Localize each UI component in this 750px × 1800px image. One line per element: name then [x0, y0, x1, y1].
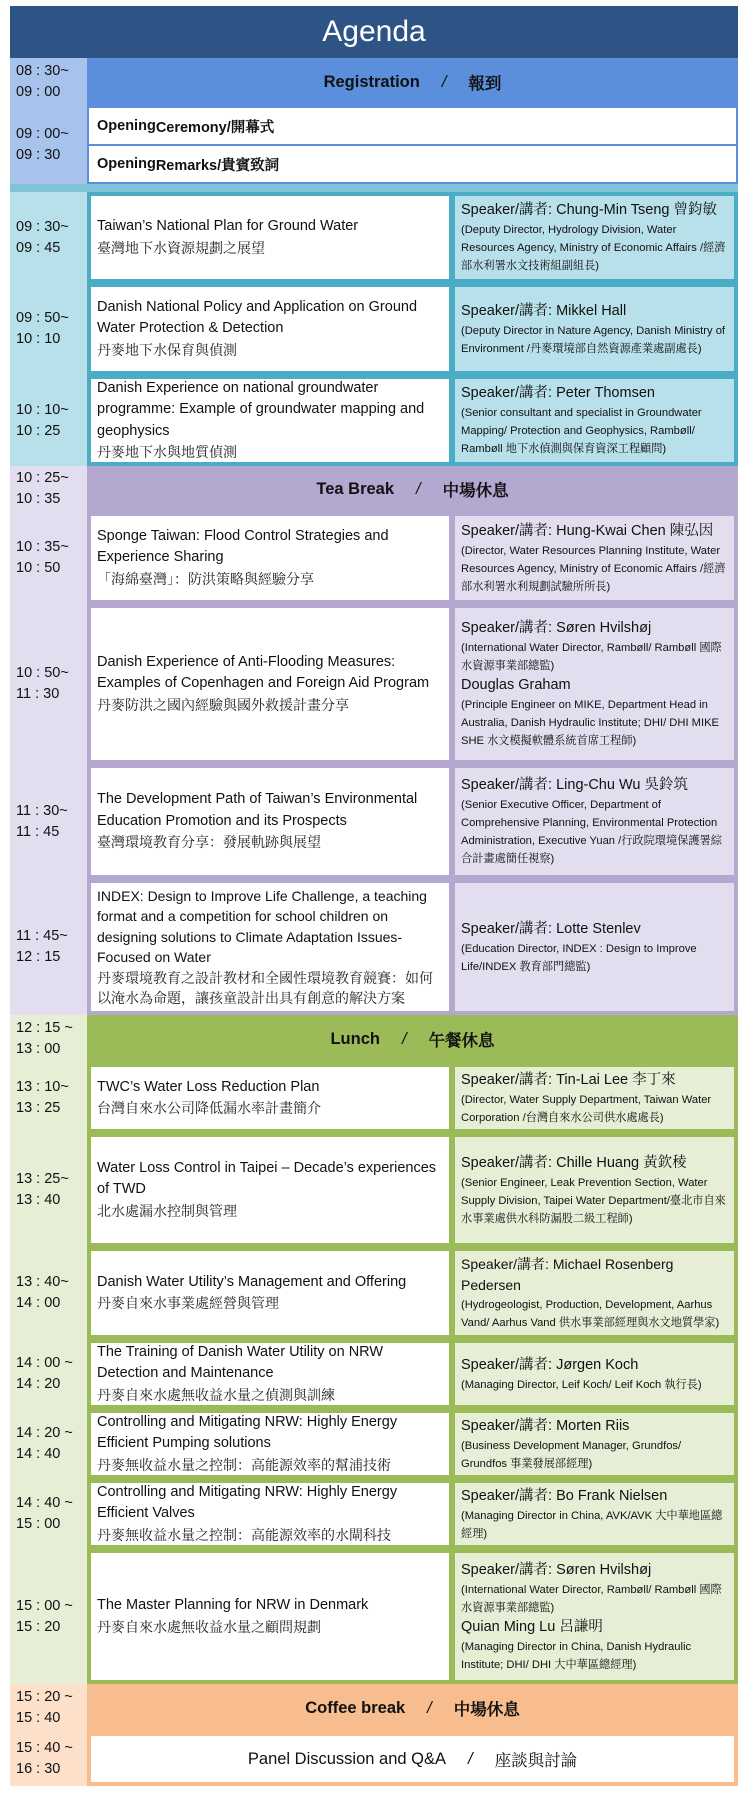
speaker-affiliation: (Director, Water Resources Planning Institute, Water Resources Agency, Ministry of Economic Affairs /經濟部水利署水利規劃試驗所所長)	[461, 544, 726, 593]
topic-title: The Master Planning for NRW in Denmark	[97, 1597, 369, 1613]
topic-title: Controlling and Mitigating NRW: Highly Energy Efficient Valves	[97, 1483, 398, 1522]
speaker-affiliation: (Senior Engineer, Leak Prevention Section, Water Supply Division, Taipei Water Department/臺北市自來水事業處供水科防漏股二級工程師)	[461, 1176, 726, 1225]
tea-break-row	[10, 466, 738, 512]
session-row	[10, 764, 738, 879]
topic-title: Sponge Taiwan: Flood Control Strategies and Experience Sharing	[97, 527, 389, 566]
tea-break-label	[87, 466, 738, 512]
speaker-affiliation: (International Water Director, Rambøll/ Rambøll 國際水資源事業部總監)	[461, 1583, 722, 1614]
end-time: 11 : 30	[16, 686, 60, 702]
topic-title-zh: 丹麥自來水處無收益水量之顧問規劃	[97, 1618, 321, 1635]
coffee-break-row	[10, 1684, 738, 1732]
speaker-affiliation: (Managing Director in China, AVK/AVK 大中華地區總經理)	[461, 1509, 723, 1540]
topic-title: The Development Path of Taiwan’s Environmental Education Promotion and its Prospects	[97, 791, 418, 829]
end-time: 14 : 20	[16, 1376, 61, 1392]
start-time: 08 : 30~	[16, 63, 69, 79]
opening-remarks-text: Remarks/貴賓致詞	[155, 157, 280, 174]
speaker-affiliation: (Managing Director, Leif Koch/ Leif Koch 執行長)	[461, 1378, 702, 1391]
start-time: 15 : 40 ~	[16, 1740, 73, 1756]
banner-separator: /	[416, 479, 421, 498]
topic-cell	[89, 1065, 451, 1131]
banner-label-zh: 午餐休息	[428, 1032, 495, 1050]
session-row	[10, 1339, 738, 1409]
start-time: 13 : 10~	[16, 1079, 69, 1095]
session-row	[10, 1409, 738, 1479]
topic-title: Danish National Policy and Application on Ground Water Protection & Detection	[97, 298, 418, 337]
session-row	[10, 512, 738, 604]
end-time: 10 : 50	[16, 560, 61, 576]
time-cell	[10, 512, 87, 604]
speaker-name: Speaker/講者: Søren Hvilshøj	[461, 620, 652, 636]
speaker-cell	[453, 1065, 736, 1131]
speaker-name: Speaker/講者: Lotte Stenlev	[461, 920, 641, 937]
topic-cell	[89, 1551, 451, 1682]
topic-title-zh: 北水處漏水控制與管理	[97, 1202, 237, 1219]
time-cell	[10, 466, 87, 512]
speaker-affiliation: (Business Development Manager, Grundfos/ Grundfos 事業發展部經理)	[461, 1439, 682, 1470]
session-row	[10, 1549, 738, 1684]
start-time: 13 : 25~	[16, 1171, 69, 1187]
speaker-affiliation: (Senior Executive Officer, Department of Comprehensive Planning, Environmental Protection Administration, Executive Yuan /行政院環境保護署綜合計畫處簡任視察)	[461, 799, 722, 865]
banner-label-zh: 中場休息	[453, 1701, 520, 1719]
speaker-affiliation: (Director, Water Supply Department, Taiwan Water Corporation /台灣自來水公司供水處處長)	[461, 1093, 712, 1124]
topic-title-zh: 「海綿臺灣」：防洪策略與經驗分享	[97, 570, 314, 587]
time-cell	[10, 375, 87, 466]
banner-separator: /	[441, 72, 447, 91]
speaker-name: Speaker/講者: Michael Rosenberg Pedersen	[461, 1256, 674, 1293]
time-cell	[10, 764, 87, 879]
start-time: 15 : 20 ~	[16, 1689, 73, 1705]
start-time: 09 : 30~	[16, 218, 69, 235]
opening-remarks	[89, 146, 736, 182]
panel-separator: /	[468, 1749, 473, 1768]
speaker-cell	[453, 285, 736, 373]
speaker-name-2: Douglas Graham	[461, 677, 571, 693]
time-cell	[10, 1339, 87, 1409]
speaker-cell	[453, 377, 736, 464]
speaker-cell	[453, 1551, 736, 1682]
end-time: 15 : 40	[16, 1710, 61, 1726]
topic-title-zh: 丹麥環境教育之設計教材和全國性環境教育競賽：如何以淹水為命題，讓孩童設計出具有創意的解決方案	[97, 969, 433, 1006]
speaker-affiliation-2: (Managing Director in China, Danish Hydraulic Institute; DHI/ DHI 大中華區總經理)	[461, 1640, 692, 1671]
speaker-name: Speaker/講者: Mikkel Hall	[461, 302, 627, 319]
time-cell	[10, 106, 87, 184]
time-cell	[10, 1409, 87, 1479]
banner-label-zh: 中場休息	[442, 482, 509, 500]
start-time: 10 : 35~	[16, 539, 69, 555]
session-row	[10, 1063, 738, 1133]
opening-bold: Opening	[97, 156, 156, 172]
start-time: 11 : 30~	[16, 802, 68, 819]
topic-cell	[89, 1411, 451, 1477]
topic-title-zh: 丹麥地下水與地質偵測	[97, 444, 237, 460]
end-time: 10 : 25	[16, 422, 61, 439]
session-row	[10, 879, 738, 1015]
topic-cell	[89, 1135, 451, 1245]
speaker-name: Speaker/講者: Hung-Kwai Chen 陳弘因	[461, 522, 714, 539]
speaker-affiliation: (Hydrogeologist, Production, Development, Aarhus Vand/ Aarhus Vand 供水事業部經理與水文地質學家)	[461, 1299, 720, 1329]
start-time: 15 : 00 ~	[16, 1597, 73, 1614]
topic-cell	[89, 1341, 451, 1407]
speaker-name: Speaker/講者: Ling-Chu Wu 吳鈴筑	[461, 777, 688, 793]
end-time: 14 : 00	[16, 1295, 61, 1311]
start-time: 09 : 00~	[16, 126, 69, 142]
start-time: 11 : 45~	[16, 928, 68, 944]
time-cell	[10, 1732, 87, 1786]
speaker-affiliation: (Deputy Director, Hydrology Division, Water Resources Agency, Ministry of Economic Affairs /經濟部水利署水文技術組副組長)	[461, 224, 726, 272]
topic-cell	[89, 194, 451, 281]
session-row	[10, 1133, 738, 1247]
panel-label: Panel Discussion and Q&A	[247, 1749, 446, 1768]
speaker-name: Speaker/講者: Bo Frank Nielsen	[461, 1487, 668, 1504]
banner-label: Registration	[323, 72, 420, 91]
topic-title-zh: 丹麥地下水保育與偵測	[97, 341, 237, 358]
session-row	[10, 1479, 738, 1549]
banner-separator: /	[401, 1029, 407, 1048]
lunch-row	[10, 1015, 738, 1063]
agenda-table	[10, 6, 738, 1796]
topic-cell	[89, 881, 451, 1013]
banner-label: Lunch	[330, 1029, 380, 1048]
end-time: 15 : 00	[16, 1516, 61, 1532]
topic-cell	[89, 285, 451, 373]
speaker-affiliation: (International Water Director, Rambøll/ Rambøll 國際水資源事業部總監)	[461, 642, 722, 672]
session-row	[10, 192, 738, 283]
topic-title: Taiwan’s National Plan for Ground Water	[97, 218, 359, 234]
time-cell	[10, 192, 87, 283]
topic-title-zh: 丹麥自來水事業處經營與管理	[97, 1295, 279, 1311]
time-cell	[10, 283, 87, 375]
start-time: 13 : 40~	[16, 1274, 69, 1290]
end-time: 11 : 45	[16, 823, 60, 840]
speaker-cell	[453, 1249, 736, 1337]
topic-title-zh: 丹麥無收益水量之控制：高能源效率的幫浦技術	[97, 1456, 391, 1473]
registration-label	[87, 58, 738, 106]
topic-title: Danish Experience on national groundwater programme: Example of groundwater mapping and geophysics	[97, 379, 425, 439]
speaker-cell	[453, 194, 736, 281]
coffee-break-label	[87, 1684, 738, 1732]
time-cell	[10, 1063, 87, 1133]
section-divider	[10, 184, 738, 192]
speaker-cell	[453, 1411, 736, 1477]
speaker-affiliation: (Deputy Director in Nature Agency, Danish Ministry of Environment /丹麥環境部自然資源產業處副處長)	[461, 324, 726, 355]
speaker-name: Speaker/講者: Jørgen Koch	[461, 1356, 639, 1373]
speaker-name: Speaker/講者: Chille Huang 黃欽稜	[461, 1154, 687, 1171]
start-time: 14 : 20 ~	[16, 1425, 73, 1441]
start-time: 12 : 15 ~	[16, 1020, 73, 1036]
opening-ceremony-text: Ceremony/開幕式	[155, 119, 275, 136]
topic-title-zh: 臺灣環境教育分享：發展軌跡與展望	[97, 834, 321, 851]
start-time: 14 : 40 ~	[16, 1495, 73, 1511]
topic-title-zh: 臺灣地下水資源規劃之展望	[97, 239, 265, 256]
speaker-name-2: Quian Ming Lu 呂謙明	[461, 1618, 603, 1635]
start-time: 09 : 50~	[16, 310, 69, 326]
lunch-label	[87, 1015, 738, 1063]
speaker-cell	[453, 1481, 736, 1547]
speaker-cell	[453, 881, 736, 1013]
end-time: 09 : 00	[16, 84, 61, 100]
end-time: 10 : 10	[16, 331, 61, 347]
panel-row	[10, 1732, 738, 1786]
topic-title-zh: 台灣自來水公司降低漏水率計畫簡介	[97, 1100, 321, 1116]
banner-label: Coffee break	[305, 1698, 406, 1717]
speaker-affiliation-2: (Principle Engineer on MIKE, Department Head in Australia, Danish Hydraulic Institute; DHI/ DHI MIKE SHE 水文模擬軟體系統首席工程師)	[461, 699, 720, 747]
speaker-name: Speaker/講者: Morten Riis	[461, 1417, 630, 1434]
time-cell	[10, 879, 87, 1015]
time-cell	[10, 604, 87, 764]
end-time: 14 : 40	[16, 1446, 61, 1462]
start-time: 14 : 00 ~	[16, 1355, 73, 1371]
time-cell	[10, 1684, 87, 1732]
opening-row	[10, 106, 738, 184]
banner-separator: /	[427, 1698, 432, 1717]
session-row	[10, 604, 738, 764]
speaker-name: Speaker/講者: Tin-Lai Lee 李丁來	[461, 1071, 676, 1088]
topic-title: INDEX: Design to Improve Life Challenge, a teaching format and a competition for school children on designing solutions to Climate Adaptation Issues-Focused on Water	[97, 887, 427, 965]
end-time: 12 : 15	[16, 949, 61, 965]
start-time: 10 : 50~	[16, 665, 69, 681]
time-cell	[10, 1015, 87, 1063]
topic-cell	[89, 377, 451, 464]
registration-row	[10, 58, 738, 106]
speaker-cell	[453, 1135, 736, 1245]
opening-bold: Opening	[97, 118, 156, 134]
topic-title: Water Loss Control in Taipei – Decade’s experiences of TWD	[97, 1159, 437, 1198]
topic-title-zh: 丹麥無收益水量之控制：高能源效率的水閘科技	[97, 1526, 391, 1543]
end-time: 13 : 25	[16, 1100, 61, 1116]
banner-label: Tea Break	[316, 479, 395, 498]
topic-cell	[89, 606, 451, 762]
topic-title: TWC’s Water Loss Reduction Plan	[97, 1078, 320, 1095]
speaker-name: Speaker/講者: Chung-Min Tseng 曾鈞敏	[461, 202, 718, 218]
panel-label-zh: 座談與討論	[494, 1752, 578, 1770]
session-row	[10, 375, 738, 466]
session-row	[10, 283, 738, 375]
speaker-cell	[453, 766, 736, 877]
topic-title: Controlling and Mitigating NRW: Highly Energy Efficient Pumping solutions	[97, 1413, 398, 1452]
end-time: 16 : 30	[16, 1761, 61, 1777]
topic-title: The Training of Danish Water Utility on NRW Detection and Maintenance	[97, 1343, 384, 1382]
banner-label-zh: 報到	[468, 75, 502, 93]
topic-title: Danish Experience of Anti-Flooding Measures: Examples of Copenhagen and Foreign Aid Program	[97, 653, 430, 692]
speaker-cell	[453, 514, 736, 602]
time-cell	[10, 1479, 87, 1549]
time-cell	[10, 1549, 87, 1684]
topic-title-zh: 丹麥防洪之國內經驗與國外救援計畫分享	[97, 696, 349, 713]
start-time: 10 : 10~	[16, 401, 69, 418]
session-row	[10, 1247, 738, 1339]
panel-discussion	[89, 1734, 736, 1784]
agenda-title: Agenda	[10, 6, 738, 58]
opening-ceremony	[89, 108, 736, 144]
topic-title-zh: 丹麥自來水處無收益水量之偵測與訓練	[97, 1386, 335, 1403]
end-time: 09 : 45	[16, 239, 61, 256]
end-time: 13 : 00	[16, 1041, 61, 1057]
speaker-affiliation: (Education Director, INDEX : Design to Improve Life/INDEX 教育部門總監)	[461, 942, 697, 973]
topic-cell	[89, 1481, 451, 1547]
topic-cell	[89, 766, 451, 877]
topic-cell	[89, 514, 451, 602]
speaker-name: Speaker/講者: Søren Hvilshøj	[461, 1561, 652, 1578]
time-cell	[10, 1133, 87, 1247]
end-time: 09 : 30	[16, 147, 61, 163]
speaker-affiliation: (Senior consultant and specialist in Groundwater Mapping/ Protection and Geophysics, Rambøll/ Rambøll 地下水偵測與保育資深工程顧問)	[461, 407, 702, 455]
speaker-name: Speaker/講者: Peter Thomsen	[461, 385, 655, 401]
time-cell	[10, 58, 87, 106]
topic-title: Danish Water Utility’s Management and Offering	[97, 1273, 407, 1290]
speaker-cell	[453, 606, 736, 762]
start-time: 10 : 25~	[16, 470, 69, 486]
end-time: 15 : 20	[16, 1618, 61, 1635]
topic-cell	[89, 1249, 451, 1337]
speaker-cell	[453, 1341, 736, 1407]
time-cell	[10, 1247, 87, 1339]
end-time: 10 : 35	[16, 491, 61, 507]
end-time: 13 : 40	[16, 1192, 61, 1208]
